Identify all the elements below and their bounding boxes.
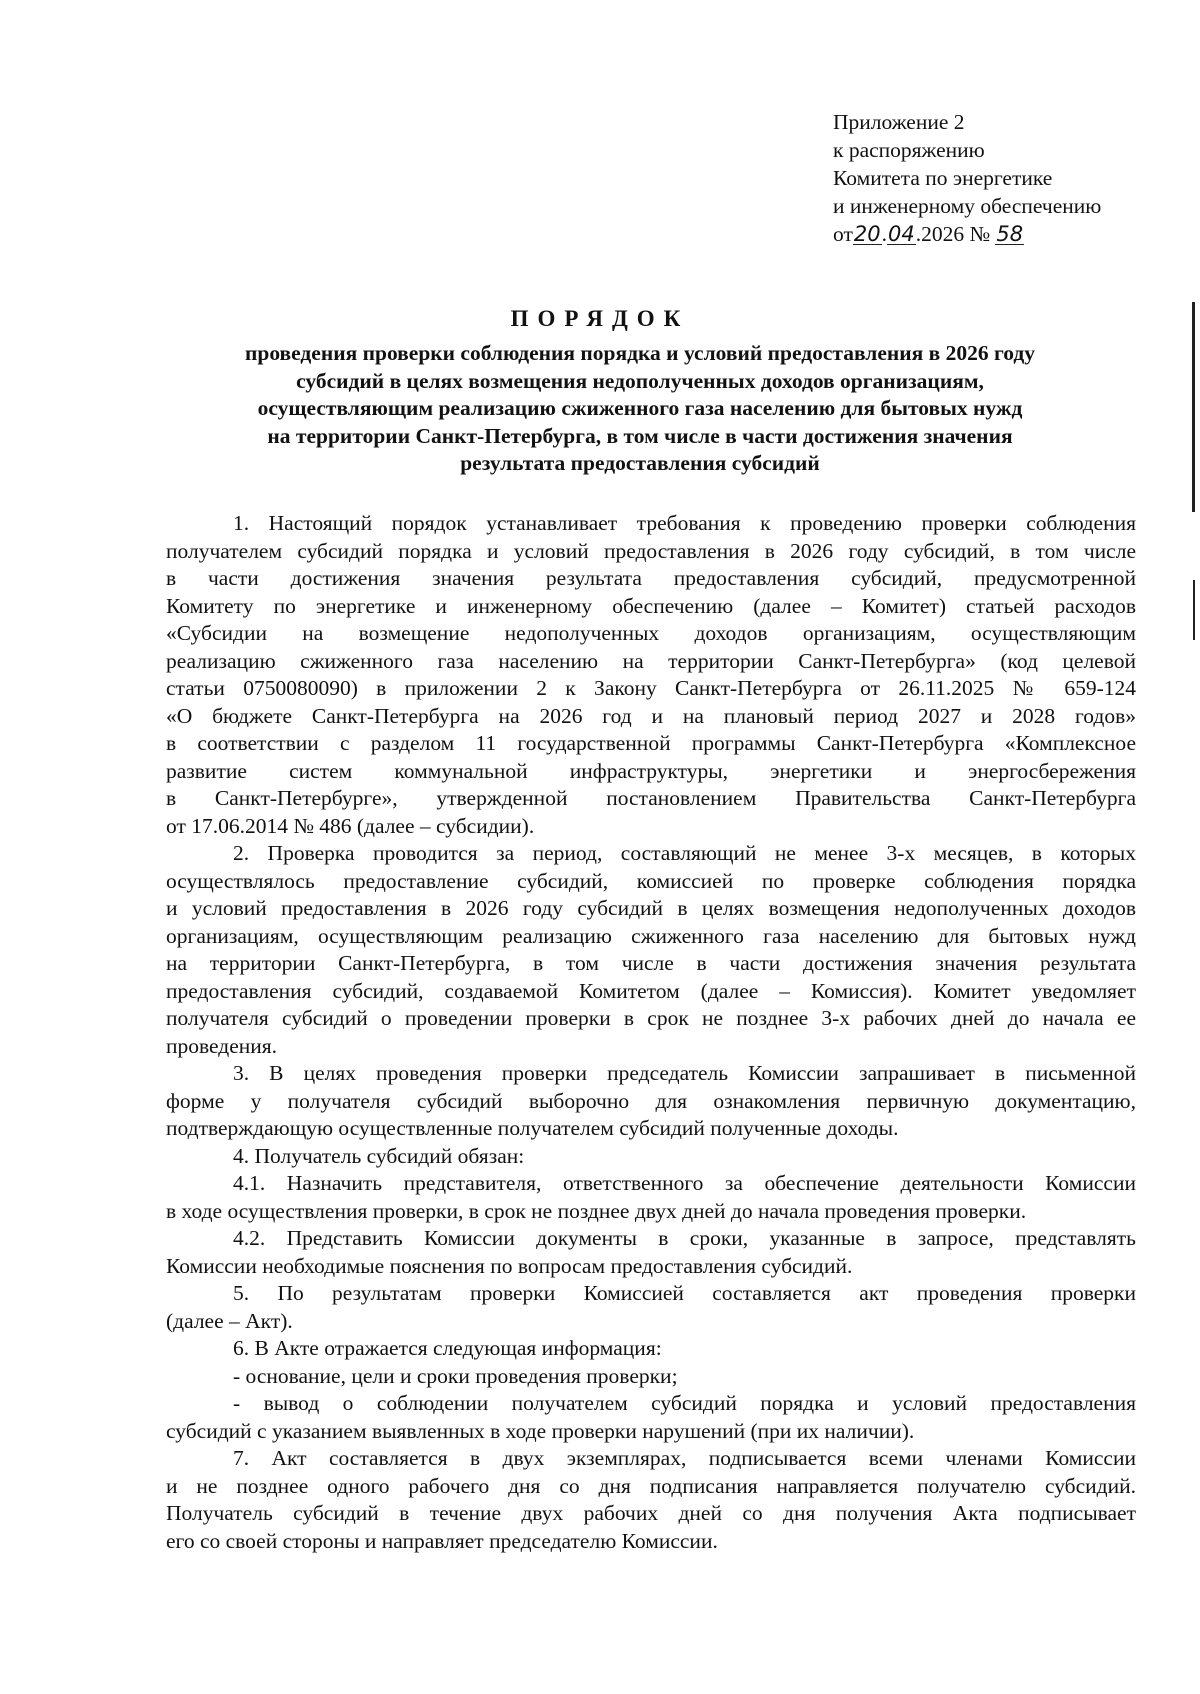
body-line: 6. В Акте отражается следующая информация: (233, 1336, 662, 1360)
body-line: Комитету по энергетике и инженерному обеспечению (далее – Комитет) статьей расходов (166, 593, 1136, 618)
body-line: 5. По результатам проверки Комиссией составляется акт проведения проверки (233, 1281, 1136, 1305)
appendix-line: и инженерному обеспечению (833, 194, 1102, 218)
body-line: предоставления субсидий, создаваемой Комитетом (далее – Комиссия). Комитет уведомляет (166, 978, 1136, 1003)
subtitle-line: субсидий в целях возмещения недополученных доходов организациям, (296, 368, 984, 393)
body-line: «Субсидии на возмещение недополученных доходов организациям, осуществляющим (166, 621, 1136, 645)
body-line: реализацию сжиженного газа населению на территории Санкт-Петербурга» (код целевой (166, 648, 1136, 673)
body-line: подтверждающую осуществленные получателем субсидий полученные доходы. (166, 1116, 899, 1140)
appendix-line: Приложение 2 (833, 110, 965, 134)
body-line: (далее – Акт). (166, 1308, 293, 1333)
body-line: Комиссии необходимые пояснения по вопросам предоставления субсидий. (166, 1253, 853, 1278)
body-line: субсидий с указанием выявленных в ходе проверки нарушений (при их наличии). (166, 1418, 915, 1443)
body-line: получателем субсидий порядка и условий предоставления в 2026 году субсидий, в том числе (166, 538, 1136, 563)
date-separator: . (881, 222, 887, 246)
body-line: 4. Получатель субсидий обязан: (233, 1143, 525, 1168)
document-subtitle (200, 340, 1080, 478)
body-line: и условий предоставления в 2026 году субсидий в целях возмещения недополученных доходов (166, 896, 1136, 920)
body-line: в части достижения значения результата предоставления субсидий, предусмотренной (166, 566, 1136, 590)
appendix-block (833, 108, 1101, 248)
appendix-line: к распоряжению (833, 138, 985, 162)
body-line: Получатель субсидий в течение двух рабочих дней со дня получения Акта подписывает (166, 1501, 1136, 1525)
body-line: «О бюджете Санкт-Петербурга на 2026 год и на плановый период 2027 и 2028 годов» (166, 703, 1136, 728)
document-title: ПОРЯДОК (510, 306, 690, 331)
body-line: 1. Настоящий порядок устанавливает требования к проведению проверки соблюдения (233, 511, 1136, 535)
subtitle-line: проведения проверки соблюдения порядка и условий предоставления в 2026 году (244, 341, 1036, 365)
body-line: 4.2. Представить Комиссии документы в сроки, указанные в запросе, представлять (233, 1226, 1136, 1250)
body-line: осуществлялось предоставление субсидий, комиссией по проверке соблюдения порядка (166, 868, 1136, 893)
body-line: 2. Проверка проводится за период, составляющий не менее 3-х месяцев, в которых (233, 841, 1136, 865)
body-line: его со своей стороны и направляет председателю Комиссии. (166, 1528, 718, 1553)
body-line: получателя субсидий о проведении проверки в срок не позднее 3-х рабочих дней до начала ее (166, 1006, 1136, 1030)
body-line: и не позднее одного рабочего дня со дня подписания направляется получателю субсидий. (166, 1473, 1136, 1498)
date-month-handwritten: 04 (887, 222, 915, 246)
body-line: - вывод о соблюдении получателем субсидий порядка и условий предоставления (233, 1391, 1136, 1415)
document-number-handwritten: 58 (996, 222, 1024, 246)
appendix-date-line (833, 220, 1101, 248)
date-day-handwritten: 20 (853, 222, 881, 246)
body-line: организациям, осуществляющим реализацию сжиженного газа населению для бытовых нужд (166, 923, 1136, 948)
document-body (166, 510, 1136, 1555)
appendix-line: Комитета по энергетике (833, 166, 1053, 190)
body-line: 4.1. Назначить представителя, ответственного за обеспечение деятельности Комиссии (233, 1171, 1136, 1195)
body-line: 3. В целях проведения проверки председатель Комиссии запрашивает в письменной (233, 1061, 1136, 1085)
body-line: в ходе осуществления проверки, в срок не позднее двух дней до начала проведения проверки. (166, 1198, 1027, 1223)
scan-edge-line (1192, 302, 1195, 512)
body-line: статьи 0750080090) в приложении 2 к Закону Санкт-Петербурга от 26.11.2025 № 659-124 (166, 676, 1136, 700)
body-line: в соответствии с разделом 11 государственной программы Санкт-Петербурга «Комплексное (166, 731, 1136, 755)
body-line: развитие систем коммунальной инфраструктуры, энергетики и энергосбережения (166, 758, 1136, 783)
body-line: форме у получателя субсидий выборочно для ознакомления первичную документацию, (166, 1088, 1136, 1113)
body-line: 7. Акт составляется в двух экземплярах, подписывается всеми членами Комиссии (233, 1446, 1136, 1470)
subtitle-line: на территории Санкт-Петербурга, в том числе в части достижения значения (267, 423, 1013, 448)
body-line: - основание, цели и сроки проведения проверки; (233, 1363, 678, 1388)
subtitle-line: осуществляющим реализацию сжиженного газа населению для бытовых нужд (257, 396, 1023, 420)
body-line: проведения. (166, 1033, 278, 1058)
date-prefix: от (833, 222, 853, 246)
date-year: .2026 № (915, 222, 990, 246)
scan-edge-line (1193, 580, 1195, 640)
body-line: от 17.06.2014 № 486 (далее – субсидии). (166, 813, 535, 838)
body-line: на территории Санкт-Петербурга, в том числе в части достижения значения результата (166, 951, 1136, 975)
body-line: в Санкт-Петербурге», утвержденной постановлением Правительства Санкт-Петербурга (166, 786, 1136, 810)
subtitle-line: результата предоставления субсидий (460, 451, 820, 475)
